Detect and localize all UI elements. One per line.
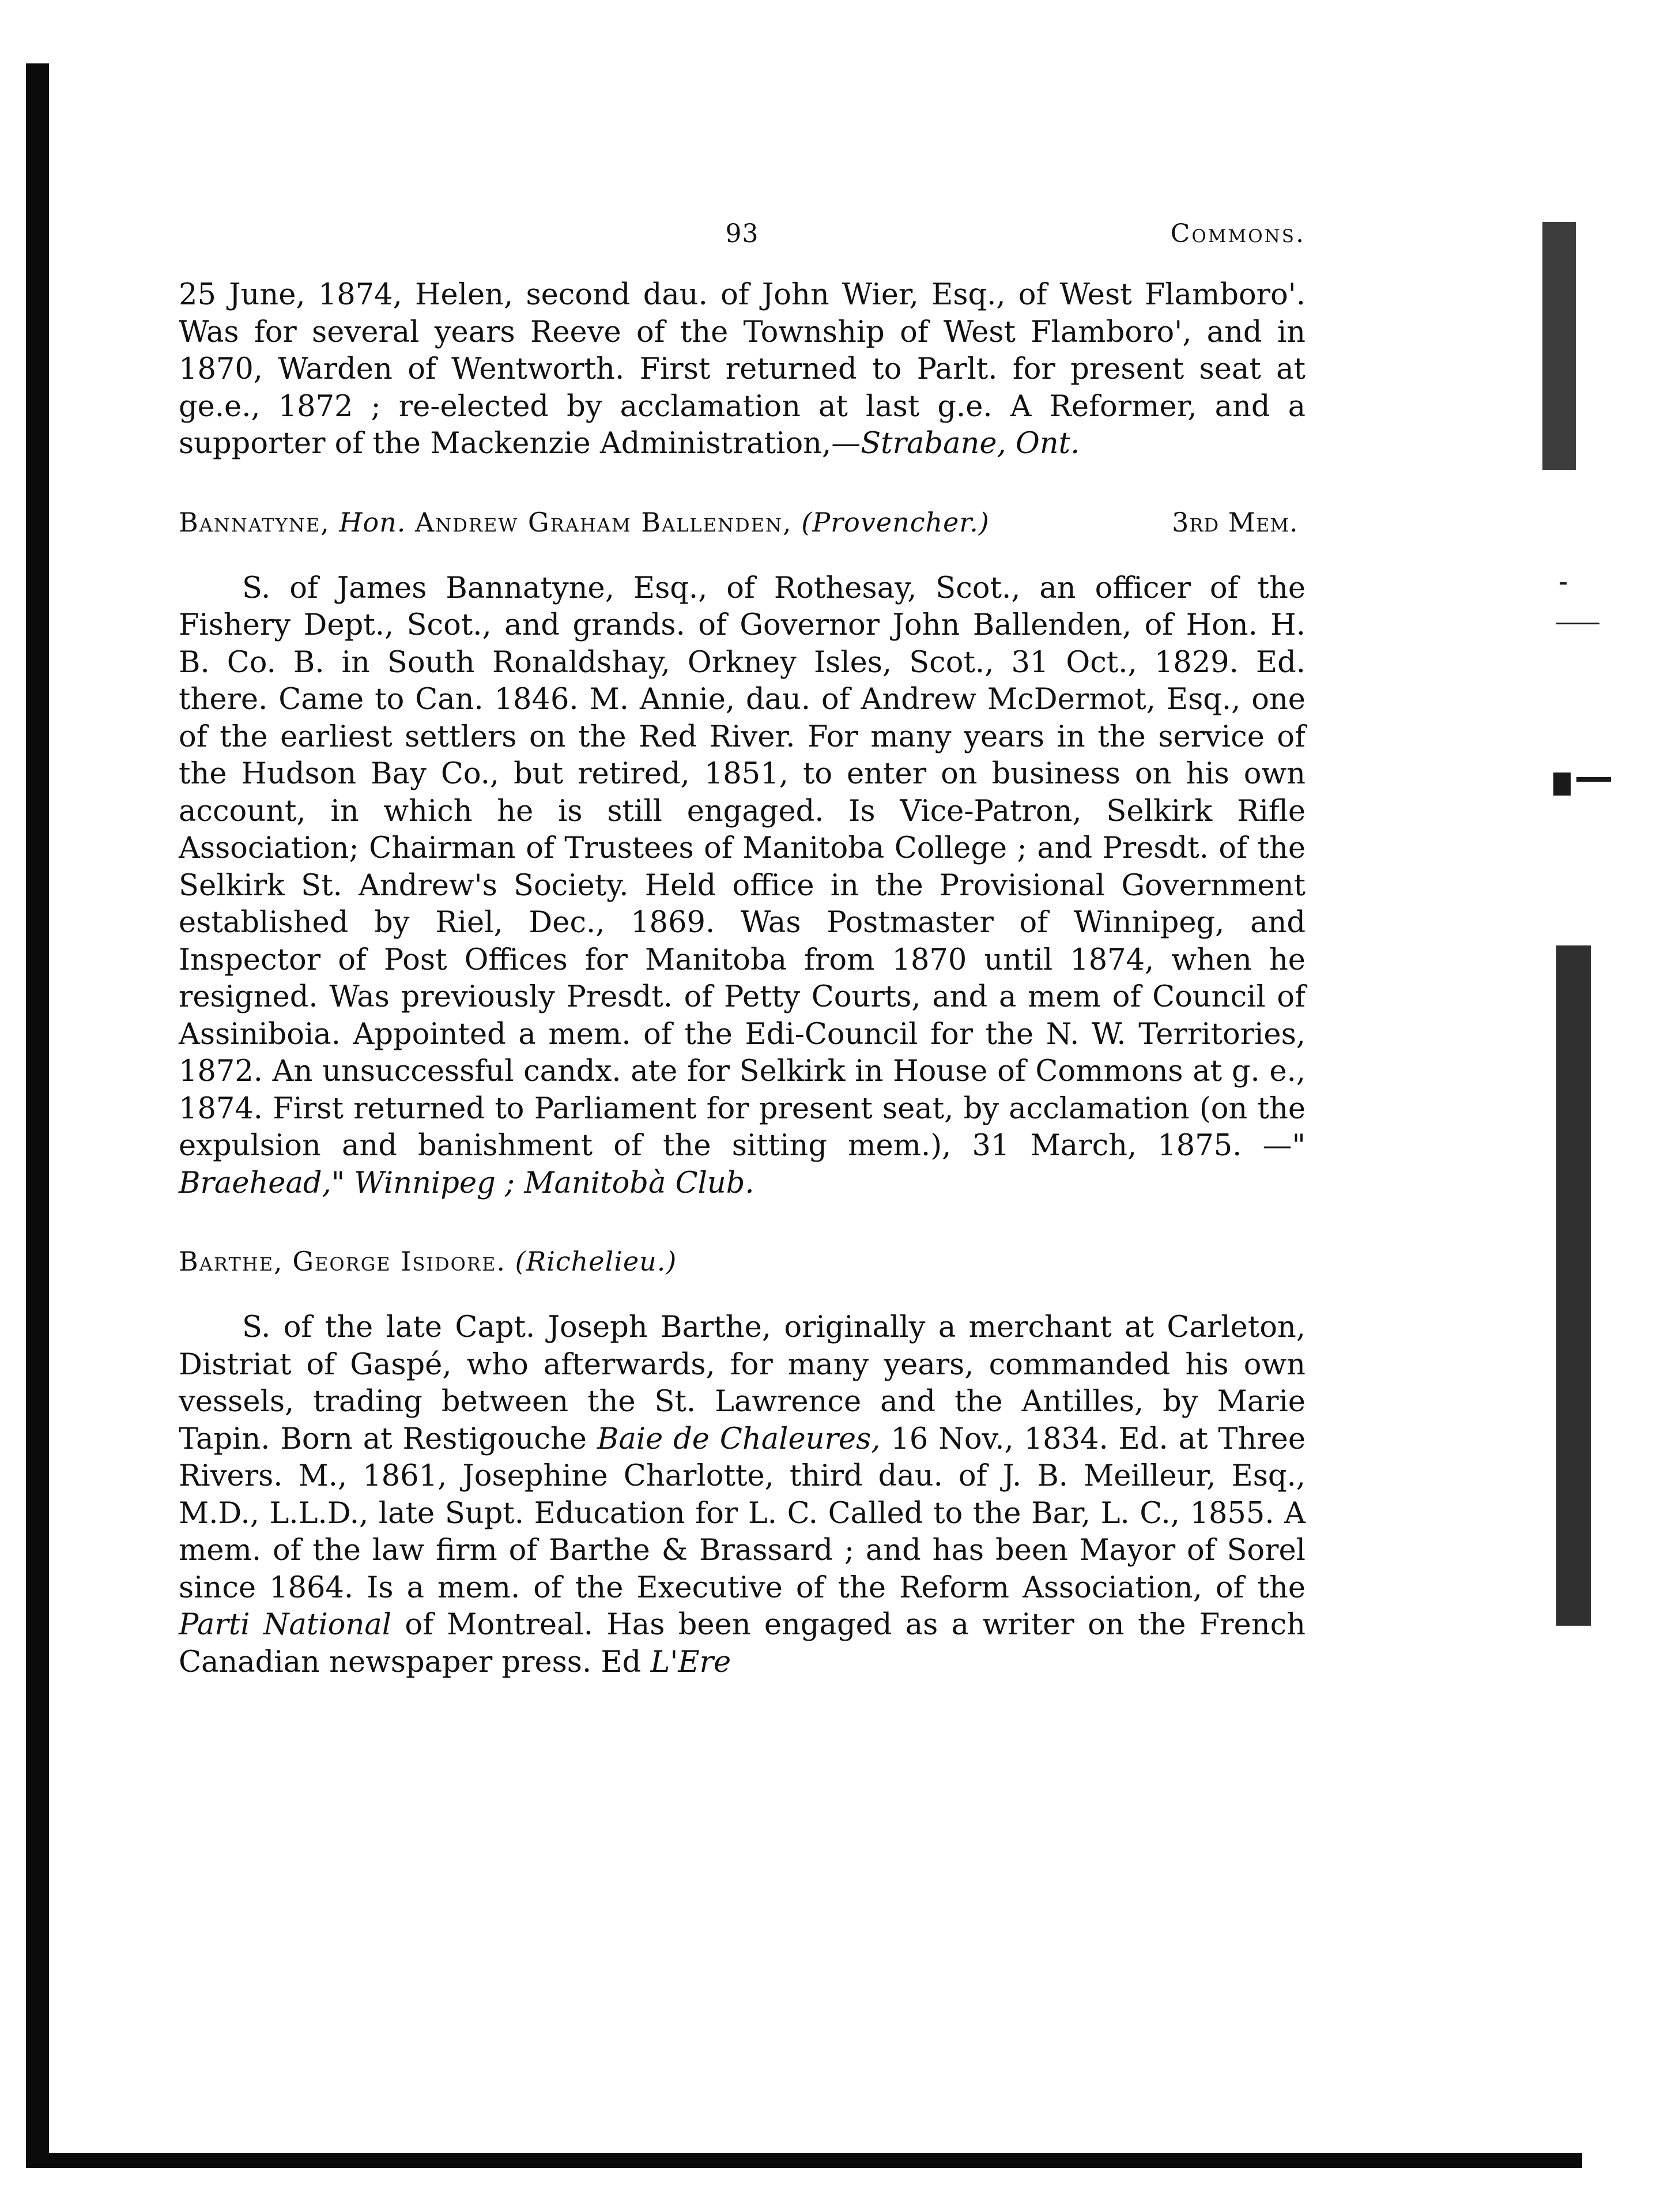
scan-artifact — [1553, 772, 1571, 796]
scan-artifact — [1542, 222, 1576, 470]
given-names: Andrew Graham Ballenden, — [415, 506, 793, 538]
entry-heading — [179, 1242, 1306, 1280]
binding-edge — [26, 63, 49, 2162]
entry-biography — [179, 1309, 1306, 1681]
honorific: Hon. — [339, 506, 406, 538]
newspaper-name: L'Ere — [650, 1645, 731, 1679]
page-content — [179, 219, 1306, 1681]
continuation-text: 25 June, 1874, Helen, second dau. of John Wier, Esq., of West Flamboro'. Was for several years Reeve of the Township of West Flamboro', and in 1870, Warden of Wentworth. First returned to Parlt. for present seat at ge.e., 1872 ; re-elected by acclamation at last g.e. A Reformer, and a supporter of the Mackenzie Administration,— — [179, 278, 1306, 461]
address: " Braehead," Winnipeg ; Manitobà Club. — [179, 1129, 1306, 1200]
entry-continuation — [179, 277, 1306, 463]
scan-artifact — [1560, 582, 1567, 585]
party-name: Parti National — [179, 1608, 392, 1642]
biography-text: S. of James Bannatyne, Esq., of Rothesay, Scot., an officer of the Fishery Dept., Scot., and grands. of Governor John Ballenden, of Hon. H. B. Co. B. in South Ronaldshay, Orkney Isles, Scot., 31 Oct., 1829. Ed. there. Came to Can. 1846. M. Annie, dau. of Andrew McDermot, Esq., one of the earliest settlers on the Red River. For many years in the service of the Hudson Bay Co., but retired, 1851, to enter on business on his own account, in which he is still engaged. Is Vice-Patron, Selkirk Rifle Association; Chairman of Trustees of Manitoba College ; and Presdt. of the Selkirk St. Andrew's Society. Held office in the Provisional Government established by Riel, Dec., 1869. Was Postmaster of Winnipeg, and Inspector of Post Offices for Manitoba from 1870 until 1874, when he resigned. Was previously Presdt. of Petty Courts, and a mem of Council of Assiniboia. Appointed a mem. of the Edi-Council for the N. W. Territories, 1872. An unsuccessful candx. ate for Selkirk in House of Commons at g. e., 1874. First returned to Parliament for present seat, by acclamation (on the expulsion and banishment of the sitting mem.), 31 March, 1875. — — [179, 571, 1306, 1163]
constituency: (Provencher.) — [801, 506, 990, 538]
biography-text: S. of the late Capt. Joseph Barthe, originally a merchant at Carleton, Distriat of Gaspé, who afterwards, for many years, commanded his own vessels, trading between the St. Lawrence and the Antilles, by Marie Tapin. Born at Restigouche — [179, 1310, 1306, 1456]
running-head — [179, 219, 1306, 265]
surname: Barthe, — [179, 1246, 284, 1277]
birthplace: Baie de Chaleures, — [597, 1422, 881, 1456]
biography-text: of Montreal. Has been engaged as a writer on the French Canadian newspaper press. Ed — [179, 1608, 1306, 1679]
scan-artifact — [1556, 945, 1591, 1626]
scan-artifact — [1556, 623, 1599, 624]
given-names: George Isidore. — [292, 1246, 506, 1277]
section-title: Commons. — [1170, 219, 1306, 248]
surname: Bannatyne, — [179, 506, 330, 538]
entry-biography — [179, 570, 1306, 1203]
constituency: (Richelieu.) — [515, 1246, 677, 1277]
scan-artifact — [1576, 777, 1611, 782]
bottom-edge — [26, 2153, 1582, 2168]
address: Strabane, Ont. — [861, 427, 1080, 461]
page-number: 93 — [725, 219, 759, 248]
entry-heading — [179, 503, 1306, 541]
rank: 3rd Mem. — [1172, 506, 1299, 538]
biography-text: 16 Nov., 1834. Ed. at Three Rivers. M., 1861, Josephine Charlotte, third dau. of J. B. Meilleur, Esq., M.D., L.L.D., late Supt. Education for L. C. Called to the Bar, L. C., 1855. A mem. of the law firm of Barthe & Brassard ; and has been Mayor of Sorel since 1864. Is a mem. of the Executive of the Reform Association, of the — [179, 1422, 1306, 1605]
